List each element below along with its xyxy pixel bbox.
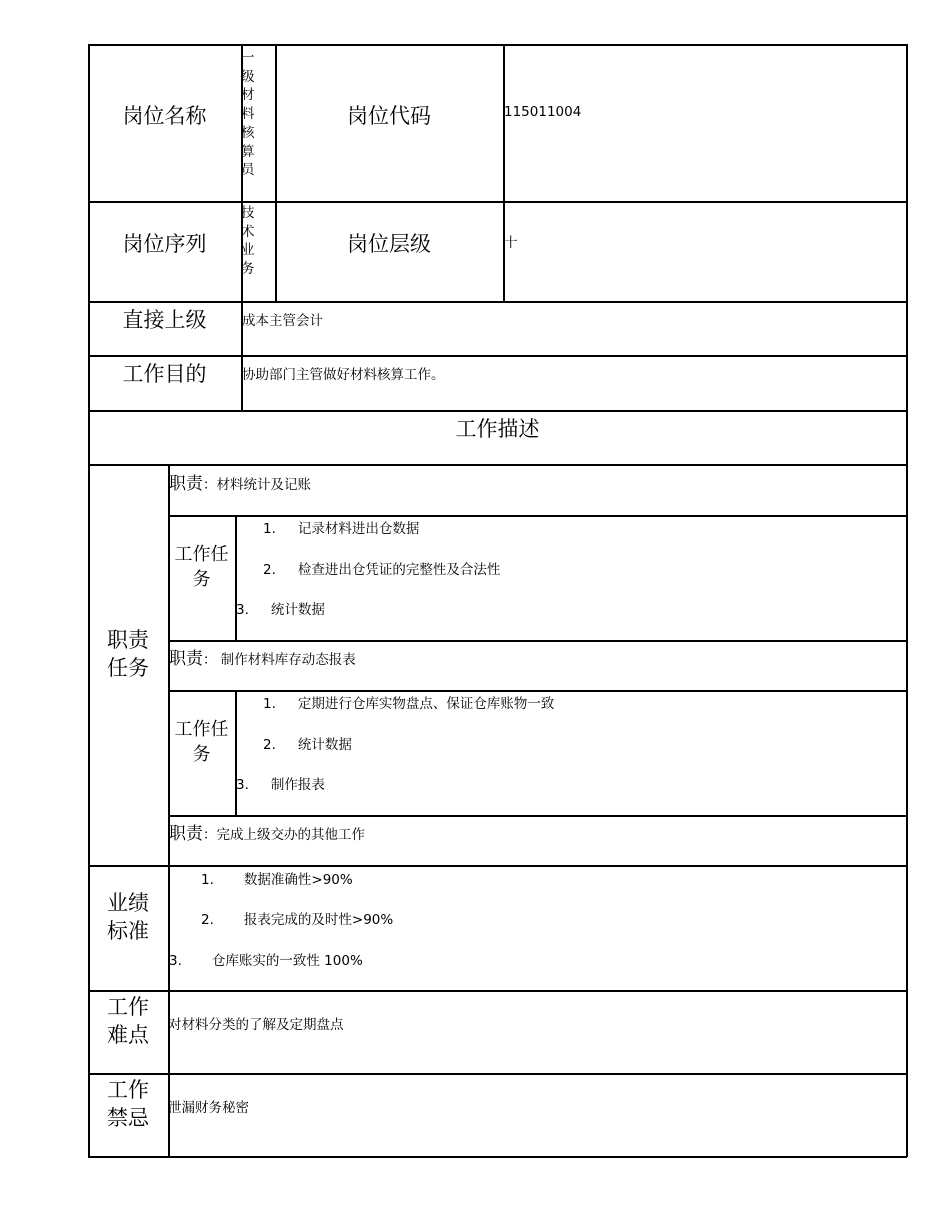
duty-2-task-3: 3. 制作报表 [236, 777, 325, 793]
duty-1-text: ：材料统计及记账 [203, 477, 311, 493]
duty-1-task-2: 2. 检查进出仓凭证的完整性及合法性 [263, 562, 501, 578]
taboo-label: 工作禁忌 [107, 1078, 149, 1130]
difficulty-label: 工作难点 [107, 995, 149, 1047]
purpose-value: 协助部门主管做好材料核算工作。 [242, 367, 445, 383]
duty-2-text: ： 制作材料库存动态报表 [203, 652, 356, 668]
duty-2-task-2: 2. 统计数据 [263, 737, 352, 753]
post-level-value: 十 [504, 235, 518, 251]
duty-1-task-1: 1. 记录材料进出仓数据 [263, 521, 420, 537]
duty-1-task-label: 工作任务 [174, 544, 229, 590]
post-series-label: 岗位序列 [122, 232, 207, 256]
duty-3 [169, 819, 365, 844]
post-level-label: 岗位层级 [347, 232, 431, 256]
post-code-value: 115011004 [504, 104, 582, 120]
post-name-value: 一级材料核算员 [241, 50, 255, 179]
duty-1 [169, 469, 311, 494]
work-description-title: 工作描述 [455, 417, 540, 441]
duty-2 [169, 644, 356, 669]
duty-2-prefix: 职责 [169, 649, 203, 669]
duty-3-text: ：完成上级交办的其他工作 [203, 827, 365, 843]
performance-label: 业绩标准 [107, 891, 149, 943]
taboo-text: 泄漏财务秘密 [168, 1100, 249, 1116]
superior-value: 成本主管会计 [242, 313, 323, 329]
performance-item-3: 3. 仓库账实的一致性 100% [169, 953, 363, 969]
purpose-label: 工作目的 [122, 362, 207, 386]
duty-3-prefix: 职责 [169, 824, 203, 844]
post-name-label: 岗位名称 [122, 104, 207, 128]
performance-item-2: 2. 报表完成的及时性>90% [201, 912, 394, 928]
duty-1-prefix: 职责 [169, 474, 203, 494]
performance-item-1: 1. 数据准确性>90% [201, 872, 353, 888]
post-code-label: 岗位代码 [347, 104, 431, 128]
duties-label: 职责任务 [107, 628, 149, 680]
duty-2-task-label: 工作任务 [174, 719, 229, 765]
post-series-value: 技术业务 [241, 205, 255, 278]
difficulty-text: 对材料分类的了解及定期盘点 [168, 1017, 344, 1033]
duty-1-task-3: 3. 统计数据 [236, 602, 325, 618]
duty-2-task-1: 1. 定期进行仓库实物盘点、保证仓库账物一致 [263, 696, 555, 712]
superior-label: 直接上级 [122, 308, 207, 332]
